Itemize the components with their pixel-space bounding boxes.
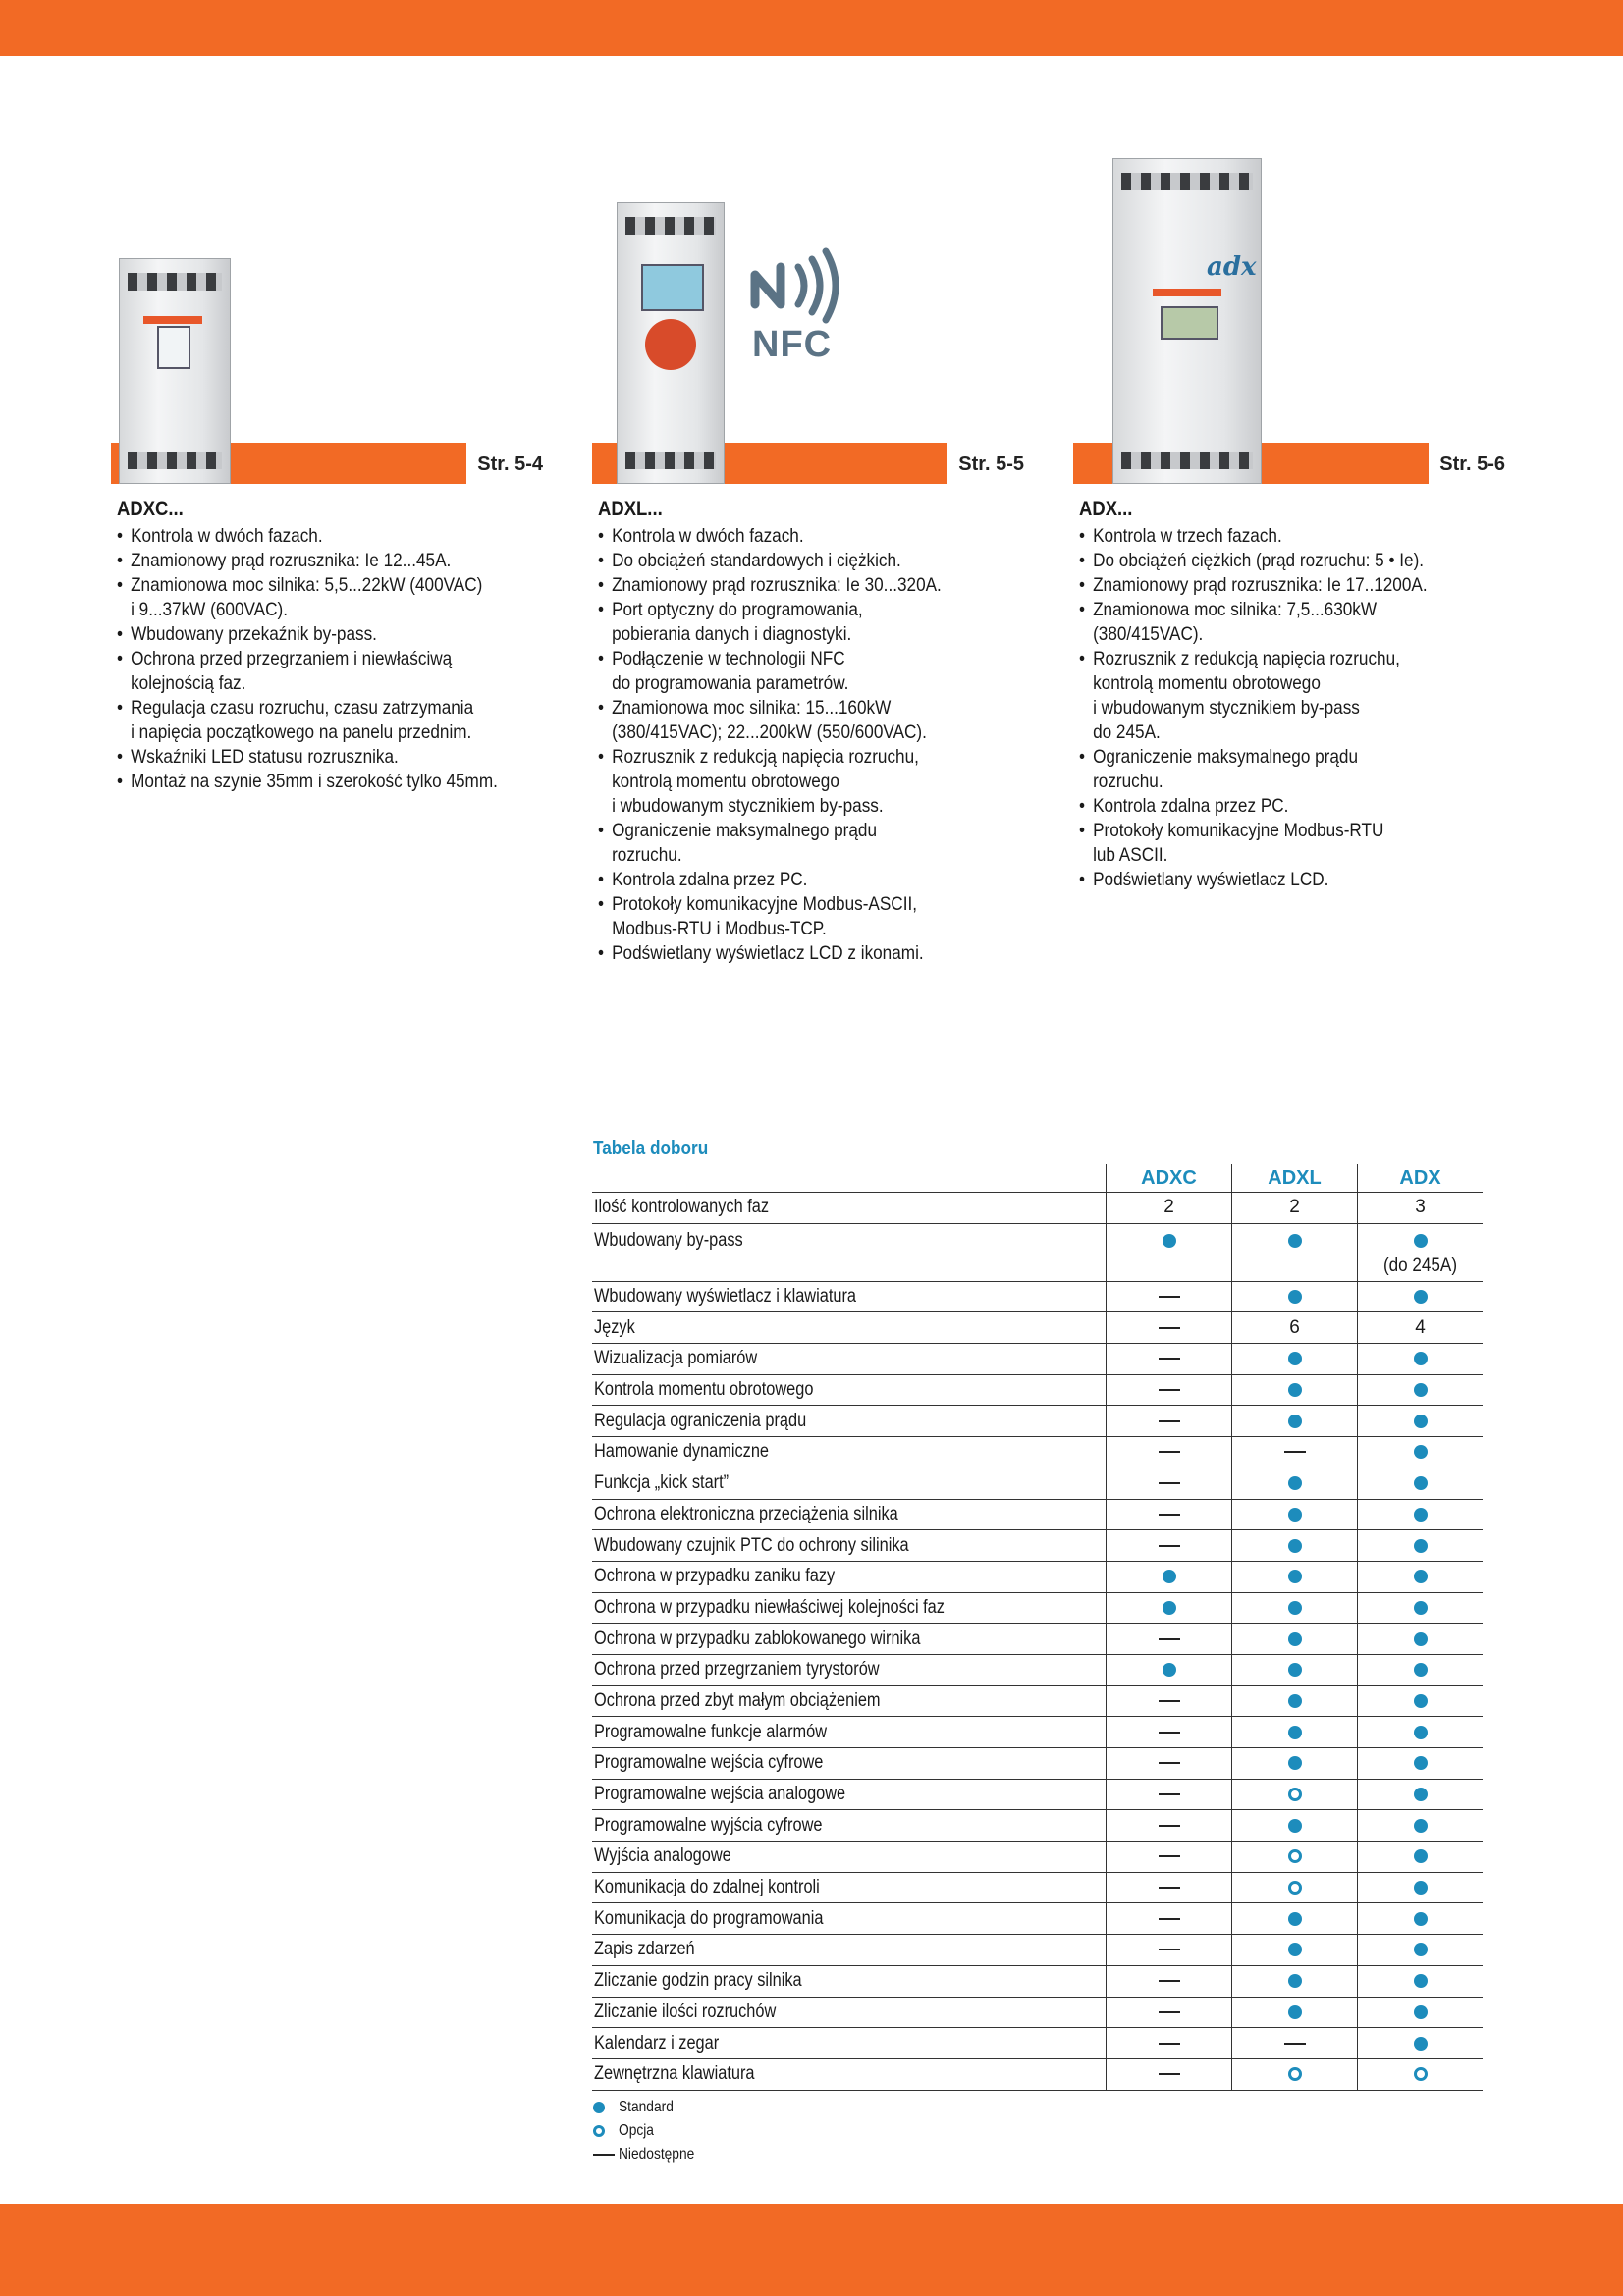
cell-value xyxy=(1107,2058,1232,2090)
cell-value xyxy=(1232,1499,1358,1530)
page-ref-box xyxy=(1429,443,1544,484)
table-row xyxy=(592,1810,1483,1842)
feature-item: • Protokoły komunikacyjne Modbus-ASCII, Modbus-RTU i Modbus-TCP. xyxy=(598,892,1061,941)
column-header: ADXL xyxy=(1232,1164,1358,1193)
row-label: Programowalne funkcje alarmów xyxy=(592,1717,1107,1748)
cell-value xyxy=(1107,1561,1232,1592)
row-label: Programowalne wejścia analogowe xyxy=(592,1779,1107,1810)
row-label: Funkcja „kick start” xyxy=(592,1468,1107,1499)
unavailable-dash-icon xyxy=(1159,2011,1180,2013)
cell-value xyxy=(1107,1717,1232,1748)
unavailable-dash-icon xyxy=(1159,1327,1180,1329)
feature-item: • Wskaźniki LED statusu rozrusznika. xyxy=(117,745,580,770)
cell-value xyxy=(1232,1530,1358,1562)
table-row xyxy=(592,1965,1483,1997)
legend xyxy=(593,2096,707,2166)
unavailable-dash-icon xyxy=(1159,1420,1180,1422)
cell-value xyxy=(1358,2058,1484,2090)
cell-value xyxy=(1107,1624,1232,1655)
feature-item: • Kontrola zdalna przez PC. xyxy=(598,868,1061,892)
unavailable-dash-icon xyxy=(1159,1389,1180,1391)
standard-dot-icon xyxy=(1163,1663,1176,1677)
table-row xyxy=(592,1935,1483,1966)
unavailable-dash-icon xyxy=(1159,1949,1180,1950)
page-ref-box xyxy=(466,443,582,484)
standard-dot-icon xyxy=(1414,1445,1428,1459)
standard-dot-icon xyxy=(1414,1694,1428,1708)
row-label: Zewnętrzna klawiatura xyxy=(592,2058,1107,2090)
row-label: Regulacja ograniczenia prądu xyxy=(592,1406,1107,1437)
adxc-device-image xyxy=(119,258,231,484)
standard-dot-icon xyxy=(1414,1570,1428,1583)
standard-dot-icon xyxy=(1414,2005,1428,2019)
table-row xyxy=(592,1406,1483,1437)
table-row xyxy=(592,1468,1483,1499)
feature-item: • Rozrusznik z redukcją napięcia rozruchu, kontrolą momentu obrotowego i wbudowanym stycznikiem by-pass. xyxy=(598,745,1061,819)
selection-table xyxy=(592,1164,1483,2091)
standard-dot-icon xyxy=(1414,1974,1428,1988)
cell-value xyxy=(1232,1903,1358,1935)
feature-item: • Wbudowany przekaźnik by-pass. xyxy=(117,622,580,647)
cell-value xyxy=(1358,1810,1484,1842)
cell-value xyxy=(1232,1997,1358,2028)
standard-dot-icon xyxy=(1414,1290,1428,1304)
product-adxl xyxy=(592,118,1063,966)
table-row xyxy=(592,1561,1483,1592)
page-ref-box xyxy=(947,443,1063,484)
cell-value xyxy=(1358,1654,1484,1685)
standard-dot-icon xyxy=(1288,2005,1302,2019)
standard-dot-icon xyxy=(1414,1539,1428,1553)
cell-value xyxy=(1232,1748,1358,1780)
product-adxc xyxy=(111,118,582,794)
product-image-area xyxy=(1073,118,1544,484)
table-row xyxy=(592,1530,1483,1562)
unavailable-dash-icon xyxy=(1159,2043,1180,2045)
unavailable-dash-icon xyxy=(1159,2073,1180,2075)
adx-logo: adx xyxy=(1207,252,1257,282)
standard-dot-icon xyxy=(1288,1943,1302,1956)
standard-dot-icon xyxy=(1414,1234,1428,1248)
cell-value xyxy=(1107,1344,1232,1375)
model-name: ADXC... xyxy=(117,498,184,520)
table-row xyxy=(592,2028,1483,2059)
model-name: ADXL... xyxy=(598,498,663,520)
standard-dot-icon xyxy=(1288,1663,1302,1677)
standard-dot-icon xyxy=(1414,1943,1428,1956)
feature-item: • Znamionowa moc silnika: 15...160kW (380/415VAC); 22...200kW (550/600VAC). xyxy=(598,696,1061,745)
standard-dot-icon xyxy=(1288,1476,1302,1490)
cell-value: 3 xyxy=(1358,1193,1484,1224)
cell-value xyxy=(1107,1810,1232,1842)
product-image-area xyxy=(111,118,582,484)
cell-value xyxy=(1358,1344,1484,1375)
row-label: Wbudowany czujnik PTC do ochrony silinika xyxy=(592,1530,1107,1562)
table-row xyxy=(592,1499,1483,1530)
feature-item: • Znamionowa moc silnika: 5,5...22kW (400VAC) i 9...37kW (600VAC). xyxy=(117,573,580,622)
page-ref: Str. 5-5 xyxy=(958,454,1024,475)
cell-value xyxy=(1358,1437,1484,1468)
feature-item: • Ograniczenie maksymalnego prądu rozruchu. xyxy=(598,819,1061,868)
page-ref: Str. 5-6 xyxy=(1439,454,1505,475)
row-label: Kalendarz i zegar xyxy=(592,2028,1107,2059)
unavailable-dash-icon xyxy=(1284,2043,1306,2045)
standard-dot-icon xyxy=(1414,1508,1428,1522)
feature-item: • Kontrola w trzech fazach. xyxy=(1079,524,1542,549)
cell-value xyxy=(1107,1872,1232,1903)
standard-dot-icon xyxy=(1163,1234,1176,1248)
cell-value xyxy=(1232,1717,1358,1748)
table-row xyxy=(592,1312,1483,1344)
standard-dot-icon xyxy=(1414,1632,1428,1646)
table-row xyxy=(592,1903,1483,1935)
feature-item: • Do obciążeń ciężkich (prąd rozruchu: 5 • Ie). xyxy=(1079,549,1542,573)
page-ref: Str. 5-4 xyxy=(477,454,543,475)
feature-item: • Znamionowy prąd rozrusznika: Ie 30...320A. xyxy=(598,573,1061,598)
standard-dot-icon xyxy=(1414,1912,1428,1926)
table-row xyxy=(592,1374,1483,1406)
table-row xyxy=(592,1779,1483,1810)
table-row xyxy=(592,1748,1483,1780)
cell-value xyxy=(1232,1281,1358,1312)
row-label: Ilość kontrolowanych faz xyxy=(592,1193,1107,1224)
cell-value xyxy=(1232,1685,1358,1717)
cell-value xyxy=(1358,1779,1484,1810)
cell-value xyxy=(1358,1499,1484,1530)
row-label: Wyjścia analogowe xyxy=(592,1842,1107,1873)
standard-dot-icon xyxy=(1414,1415,1428,1428)
standard-dot-icon xyxy=(1288,1290,1302,1304)
cell-value xyxy=(1107,1499,1232,1530)
feature-item: • Znamionowy prąd rozrusznika: Ie 12...45A. xyxy=(117,549,580,573)
row-label: Zapis zdarzeń xyxy=(592,1935,1107,1966)
cell-value xyxy=(1107,1842,1232,1873)
standard-dot-icon xyxy=(1288,1508,1302,1522)
feature-item: • Ograniczenie maksymalnego prądu rozruchu. xyxy=(1079,745,1542,794)
row-label: Komunikacja do zdalnej kontroli xyxy=(592,1872,1107,1903)
feature-item: • Regulacja czasu rozruchu, czasu zatrzymania i napięcia początkowego na panelu przednim. xyxy=(117,696,580,745)
row-label: Ochrona przed zbyt małym obciążeniem xyxy=(592,1685,1107,1717)
nfc-label: NFC xyxy=(752,324,833,365)
row-label: Ochrona w przypadku zablokowanego wirnika xyxy=(592,1624,1107,1655)
unavailable-dash-icon xyxy=(1284,1451,1306,1453)
row-label: Wbudowany wyświetlacz i klawiatura xyxy=(592,1281,1107,1312)
table-row xyxy=(592,1592,1483,1624)
standard-dot-icon xyxy=(1414,1788,1428,1801)
cell-value xyxy=(1358,1935,1484,1966)
table-body xyxy=(592,1193,1483,2091)
cell-value xyxy=(1358,1281,1484,1312)
cell-value xyxy=(1232,1779,1358,1810)
standard-dot-icon xyxy=(1414,1476,1428,1490)
row-label: Wbudowany by-pass xyxy=(592,1223,1107,1281)
row-label: Ochrona w przypadku zaniku fazy xyxy=(592,1561,1107,1592)
cell-value xyxy=(1358,1468,1484,1499)
cell-value xyxy=(1107,2028,1232,2059)
table-row xyxy=(592,1654,1483,1685)
feature-item: • Protokoły komunikacyjne Modbus-RTU lub ASCII. xyxy=(1079,819,1542,868)
unavailable-dash-icon xyxy=(1159,1358,1180,1360)
top-orange-band xyxy=(0,0,1623,56)
column-header: ADX xyxy=(1358,1164,1484,1193)
product-description xyxy=(111,498,582,794)
cell-value xyxy=(1358,1530,1484,1562)
standard-dot-icon xyxy=(1414,1663,1428,1677)
unavailable-dash-icon xyxy=(1159,1451,1180,1453)
unavailable-dash-icon xyxy=(1159,1482,1180,1484)
table-row xyxy=(592,2058,1483,2090)
model-name: ADX... xyxy=(1079,498,1133,520)
bottom-orange-band xyxy=(0,2204,1623,2296)
table-row xyxy=(592,1193,1483,1224)
selection-table-title: Tabela doboru xyxy=(593,1138,709,1159)
feature-item: • Podświetlany wyświetlacz LCD z ikonami. xyxy=(598,941,1061,966)
table-row xyxy=(592,1685,1483,1717)
table-row xyxy=(592,1997,1483,2028)
standard-dot-icon xyxy=(1288,1632,1302,1646)
cell-value xyxy=(1107,1965,1232,1997)
table-row xyxy=(592,1223,1483,1281)
cell-value xyxy=(1107,1654,1232,1685)
feature-item: • Rozrusznik z redukcją napięcia rozruchu, kontrolą momentu obrotowego i wbudowanym stycznikiem by-pass do 245A. xyxy=(1079,647,1542,745)
cell-value xyxy=(1107,1685,1232,1717)
row-label: Ochrona w przypadku niewłaściwej kolejności faz xyxy=(592,1592,1107,1624)
standard-dot-icon xyxy=(1414,1849,1428,1863)
cell-value xyxy=(1232,1872,1358,1903)
cell-value xyxy=(1358,1717,1484,1748)
row-label: Ochrona elektroniczna przeciążenia silnika xyxy=(592,1499,1107,1530)
cell-value xyxy=(1232,1842,1358,1873)
table-header-row xyxy=(592,1164,1483,1193)
cell-value xyxy=(1358,2028,1484,2059)
cell-value xyxy=(1232,2058,1358,2090)
cell-value xyxy=(1358,1624,1484,1655)
option-ring-icon xyxy=(1288,1788,1302,1801)
cell-value xyxy=(1232,1810,1358,1842)
dash-icon xyxy=(593,2154,615,2156)
feature-item: • Kontrola w dwóch fazach. xyxy=(598,524,1061,549)
unavailable-dash-icon xyxy=(1159,1762,1180,1764)
standard-dot-icon xyxy=(1414,1819,1428,1833)
cell-note: (do 245A) xyxy=(1382,1255,1458,1276)
product-description xyxy=(592,498,1063,966)
standard-dot-icon xyxy=(1163,1570,1176,1583)
standard-dot-icon xyxy=(1414,1756,1428,1770)
feature-item: • Znamionowy prąd rozrusznika: Ie 17..1200A. xyxy=(1079,573,1542,598)
cell-value xyxy=(1358,1592,1484,1624)
legend-standard: Standard xyxy=(593,2096,707,2119)
standard-dot-icon xyxy=(1288,1694,1302,1708)
row-label: Komunikacja do programowania xyxy=(592,1903,1107,1935)
standard-dot-icon xyxy=(1288,1726,1302,1739)
standard-dot-icon xyxy=(1288,1234,1302,1248)
feature-list xyxy=(592,524,1063,966)
table-row xyxy=(592,1281,1483,1312)
cell-value xyxy=(1107,1312,1232,1344)
cell-value: 2 xyxy=(1107,1193,1232,1224)
option-ring-icon xyxy=(1288,1849,1302,1863)
cell-value xyxy=(1358,1374,1484,1406)
unavailable-dash-icon xyxy=(1159,1887,1180,1889)
cell-value xyxy=(1232,1624,1358,1655)
row-label: Wizualizacja pomiarów xyxy=(592,1344,1107,1375)
ring-icon xyxy=(593,2125,605,2137)
cell-value xyxy=(1232,1468,1358,1499)
table-row xyxy=(592,1624,1483,1655)
cell-value xyxy=(1358,1842,1484,1873)
legend-unavailable: Niedostępne xyxy=(593,2143,707,2166)
cell-value xyxy=(1232,1344,1358,1375)
feature-item: • Kontrola w dwóch fazach. xyxy=(117,524,580,549)
row-label: Język xyxy=(592,1312,1107,1344)
cell-value xyxy=(1232,1437,1358,1468)
cell-value xyxy=(1232,1406,1358,1437)
table-row xyxy=(592,1344,1483,1375)
cell-value xyxy=(1107,1935,1232,1966)
standard-dot-icon xyxy=(1414,2037,1428,2051)
cell-value xyxy=(1232,1592,1358,1624)
feature-item: • Kontrola zdalna przez PC. xyxy=(1079,794,1542,819)
standard-dot-icon xyxy=(1163,1601,1176,1615)
adxl-device-image xyxy=(617,202,725,484)
feature-list xyxy=(1073,524,1544,892)
standard-dot-icon xyxy=(1414,1726,1428,1739)
cell-value xyxy=(1232,1965,1358,1997)
unavailable-dash-icon xyxy=(1159,1700,1180,1702)
row-label: Hamowanie dynamiczne xyxy=(592,1437,1107,1468)
standard-dot-icon xyxy=(1288,1601,1302,1615)
row-label: Zliczanie ilości rozruchów xyxy=(592,1997,1107,2028)
nfc-waves-icon xyxy=(747,245,855,324)
standard-dot-icon xyxy=(1288,1912,1302,1926)
standard-dot-icon xyxy=(1288,1415,1302,1428)
cell-value xyxy=(1358,1965,1484,1997)
cell-value xyxy=(1107,1406,1232,1437)
cell-value xyxy=(1232,1561,1358,1592)
cell-value xyxy=(1107,1468,1232,1499)
cell-value xyxy=(1358,1872,1484,1903)
option-ring-icon xyxy=(1288,1881,1302,1895)
option-ring-icon xyxy=(1414,2067,1428,2081)
cell-value xyxy=(1107,1223,1232,1281)
cell-value xyxy=(1358,1997,1484,2028)
feature-item: • Port optyczny do programowania, pobierania danych i diagnostyki. xyxy=(598,598,1061,647)
cell-value xyxy=(1358,1561,1484,1592)
feature-item: • Znamionowa moc silnika: 7,5...630kW (380/415VAC). xyxy=(1079,598,1542,647)
standard-dot-icon xyxy=(1414,1601,1428,1615)
product-description xyxy=(1073,498,1544,892)
product-adx xyxy=(1073,118,1544,892)
row-label: Programowalne wyjścia cyfrowe xyxy=(592,1810,1107,1842)
unavailable-dash-icon xyxy=(1159,1545,1180,1547)
cell-value xyxy=(1107,1903,1232,1935)
cell-value xyxy=(1107,1779,1232,1810)
standard-dot-icon xyxy=(1288,1819,1302,1833)
cell-value xyxy=(1107,1997,1232,2028)
cell-value xyxy=(1358,1223,1484,1281)
unavailable-dash-icon xyxy=(1159,1638,1180,1640)
column-header: ADXC xyxy=(1107,1164,1232,1193)
feature-list xyxy=(111,524,582,794)
cell-value: 4 xyxy=(1358,1312,1484,1344)
row-label: Programowalne wejścia cyfrowe xyxy=(592,1748,1107,1780)
unavailable-dash-icon xyxy=(1159,1732,1180,1734)
option-ring-icon xyxy=(1288,2067,1302,2081)
standard-dot-icon xyxy=(1288,1570,1302,1583)
cell-value xyxy=(1107,1374,1232,1406)
cell-value xyxy=(1232,1935,1358,1966)
standard-dot-icon xyxy=(1414,1383,1428,1397)
cell-value xyxy=(1107,1437,1232,1468)
row-label: Ochrona przed przegrzaniem tyrystorów xyxy=(592,1654,1107,1685)
feature-item: • Montaż na szynie 35mm i szerokość tylko 45mm. xyxy=(117,770,580,794)
standard-dot-icon xyxy=(1288,1756,1302,1770)
cell-value xyxy=(1107,1748,1232,1780)
cell-value: 6 xyxy=(1232,1312,1358,1344)
cell-value xyxy=(1358,1685,1484,1717)
adx-device-image xyxy=(1112,158,1262,484)
cell-value xyxy=(1232,1223,1358,1281)
standard-dot-icon xyxy=(1288,1383,1302,1397)
cell-value: 2 xyxy=(1232,1193,1358,1224)
unavailable-dash-icon xyxy=(1159,1296,1180,1298)
cell-value xyxy=(1358,1748,1484,1780)
unavailable-dash-icon xyxy=(1159,1918,1180,1920)
cell-value xyxy=(1358,1406,1484,1437)
cell-value xyxy=(1107,1530,1232,1562)
table-row xyxy=(592,1872,1483,1903)
feature-item: • Do obciążeń standardowych i ciężkich. xyxy=(598,549,1061,573)
feature-item: • Ochrona przed przegrzaniem i niewłaściwą kolejnością faz. xyxy=(117,647,580,696)
cell-value xyxy=(1107,1592,1232,1624)
nfc-icon xyxy=(747,245,855,373)
row-label: Kontrola momentu obrotowego xyxy=(592,1374,1107,1406)
table-row xyxy=(592,1717,1483,1748)
legend-option: Opcja xyxy=(593,2119,707,2143)
filled-dot-icon xyxy=(593,2102,605,2113)
unavailable-dash-icon xyxy=(1159,1980,1180,1982)
standard-dot-icon xyxy=(1414,1352,1428,1365)
unavailable-dash-icon xyxy=(1159,1514,1180,1516)
feature-item: • Podłączenie w technologii NFC do programowania parametrów. xyxy=(598,647,1061,696)
unavailable-dash-icon xyxy=(1159,1793,1180,1795)
cell-value xyxy=(1107,1281,1232,1312)
unavailable-dash-icon xyxy=(1159,1855,1180,1857)
standard-dot-icon xyxy=(1288,1539,1302,1553)
feature-item: • Podświetlany wyświetlacz LCD. xyxy=(1079,868,1542,892)
standard-dot-icon xyxy=(1288,1352,1302,1365)
cell-value xyxy=(1232,2028,1358,2059)
unavailable-dash-icon xyxy=(1159,1825,1180,1827)
standard-dot-icon xyxy=(1414,1881,1428,1895)
cell-value xyxy=(1232,1374,1358,1406)
table-row xyxy=(592,1842,1483,1873)
standard-dot-icon xyxy=(1288,1974,1302,1988)
table-row xyxy=(592,1437,1483,1468)
row-label: Zliczanie godzin pracy silnika xyxy=(592,1965,1107,1997)
product-image-area xyxy=(592,118,1063,484)
cell-value xyxy=(1232,1654,1358,1685)
cell-value xyxy=(1358,1903,1484,1935)
